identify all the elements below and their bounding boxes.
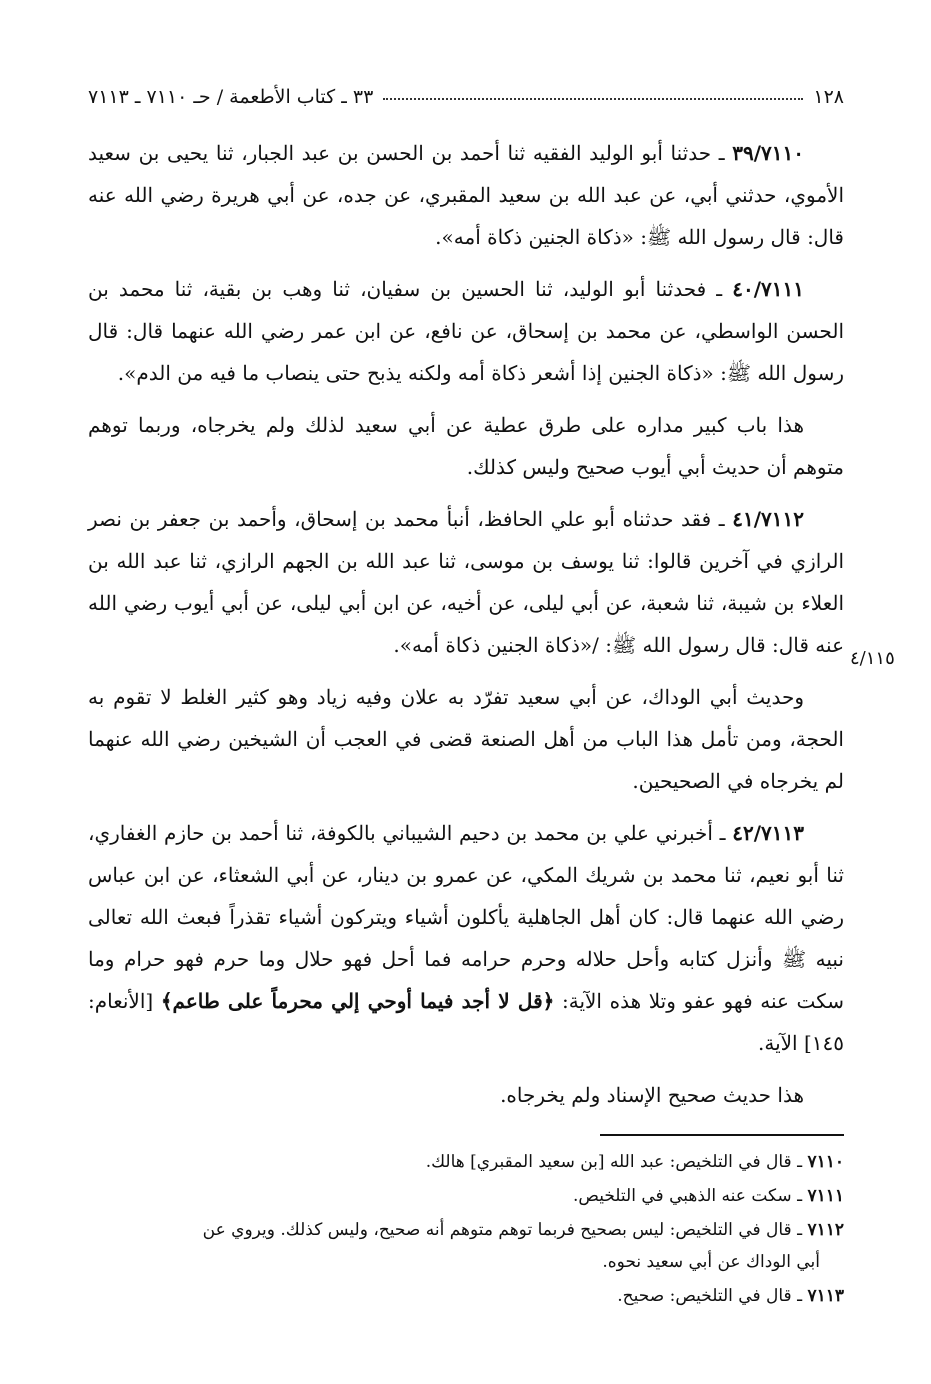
running-header xyxy=(88,80,844,114)
footnote xyxy=(88,1146,844,1178)
footnote-number: ٧١١١ xyxy=(807,1186,844,1206)
commentary-paragraph xyxy=(88,676,844,802)
hadith-text: ـ أخبرني علي بن محمد بن دحيم الشيباني بالكوفة، ثنا أحمد بن حازم الغفاري، ثنا أبو نعيم، ثنا محمد بن شريك المكي، عن عمرو بن دينار، عن أبي الشعثاء، عن ابن عباس رضي الله عنهما قال: كان أهل الجاهلية يأكلون أشياء ويتركون أشياء تقذراً فبعث الله تعالى نبيه ﷺ وأنزل كتابه وأحل حلاله وحرم حرامه فما أحل فهو حلال وما حرم فهو حرام وما سكت عنه فهو عفو وتلا هذه الآية: xyxy=(88,821,844,1013)
footnote-number: ٧١١٣ xyxy=(807,1286,844,1306)
commentary-text: هذا باب كبير مداره على طرق عطية عن أبي سعيد لذلك ولم يخرجاه، وربما توهم متوهم أن حديث أبي أيوب صحيح وليس كذلك. xyxy=(88,413,844,479)
footnote xyxy=(88,1214,844,1278)
header-dot-leader xyxy=(383,98,803,100)
hadith-text: ـ فحدثنا أبو الوليد، ثنا الحسين بن سفيان، ثنا وهب بن بقية، ثنا محمد بن الحسن الواسطي، عن محمد بن إسحاق، عن نافع، عن ابن عمر رضي الله عنهما قال: قال رسول الله ﷺ: «ذكاة الجنين إذا أشعر ذكاة أمه ولكنه يذبح حتى ينصاب ما فيه من الدم». xyxy=(88,277,844,385)
hadith-text: ـ فقد حدثناه أبو علي الحافظ، أنبأ محمد بن إسحاق، وأحمد بن جعفر بن نصر الرازي في آخرين قالوا: ثنا يوسف بن موسى، ثنا عبد الله بن الجهم الرازي، ثنا عبد الله بن العلاء بن شيبة، ثنا شعبة، عن أبي ليلى، عن أخيه، عن ابن أبي ليلى، عن أبي أيوب رضي الله عنه قال: قال رسول الله ﷺ: /«ذكاة الجنين ذكاة أمه». xyxy=(88,507,845,657)
footnote-divider xyxy=(600,1134,844,1136)
footnote-text: ـ سكت عنه الذهبي في التلخيص. xyxy=(572,1186,803,1206)
hadith-paragraph xyxy=(88,268,844,394)
footnote-number: ٧١١٢ xyxy=(807,1220,844,1240)
commentary-text: وحديث أبي الوداك، عن أبي سعيد تفرّد به علان وفيه زياد وهو كثير الغلط لا تقوم به الحجة، ومن تأمل هذا الباب من أهل الصنعة قضى في العجب أن الشيخين رضي الله عنهما لم يخرجاه في الصحيحين. xyxy=(88,685,844,793)
header-title: ٣٣ ـ كتاب الأطعمة / حـ ٧١١٠ ـ ٧١١٣ xyxy=(88,86,374,108)
hadith-number: ٣٩/٧١١٠ xyxy=(732,141,805,165)
footnote xyxy=(88,1180,844,1212)
footnote-number: ٧١١٠ xyxy=(807,1152,844,1172)
hadith-paragraph xyxy=(88,812,844,1064)
hadith-number: ٤٠/٧١١١ xyxy=(732,277,804,301)
margin-reference: ٤/١١٥ xyxy=(850,648,895,669)
page-number: ١٢٨ xyxy=(813,86,844,108)
main-text xyxy=(88,132,844,1126)
footnote-text: ـ قال في التلخيص: عبد الله [بن سعيد المقبري] هالك. xyxy=(425,1152,803,1172)
hadith-number: ٤١/٧١١٢ xyxy=(732,507,805,531)
hadith-paragraph xyxy=(88,498,844,666)
footnote-text: ـ قال في التلخيص: ليس بصحيح فربما توهم متوهم أنه صحيح، وليس كذلك. ويروي عن xyxy=(202,1220,803,1240)
footnote-text: ـ قال في التلخيص: صحيح. xyxy=(617,1286,803,1306)
hadith-text: ـ حدثنا أبو الوليد الفقيه ثنا أحمد بن الحسن بن عبد الجبار، ثنا يحيى بن سعيد الأموي، حدثني أبي، عن عبد الله بن سعيد المقبري، عن جده، عن أبي هريرة رضي الله عنه قال: قال رسول الله ﷺ: «ذكاة الجنين ذكاة أمه». xyxy=(88,141,844,249)
hadith-number: ٤٢/٧١١٣ xyxy=(732,821,804,845)
footnote xyxy=(88,1280,844,1312)
quran-verse: ﴿قل لا أجد فيما أوحي إلي محرماً على طاعم﴾ xyxy=(160,989,555,1013)
footnote-continuation: أبي الوداك عن أبي سعيد نحوه. xyxy=(602,1252,820,1272)
footnotes xyxy=(88,1146,844,1314)
verse-reference: [الأنعام: ١٤٥] الآية. xyxy=(88,989,844,1055)
commentary-paragraph xyxy=(88,404,844,488)
commentary-paragraph xyxy=(88,1074,844,1116)
hadith-paragraph xyxy=(88,132,844,258)
commentary-text: هذا حديث صحيح الإسناد ولم يخرجاه. xyxy=(500,1083,804,1107)
